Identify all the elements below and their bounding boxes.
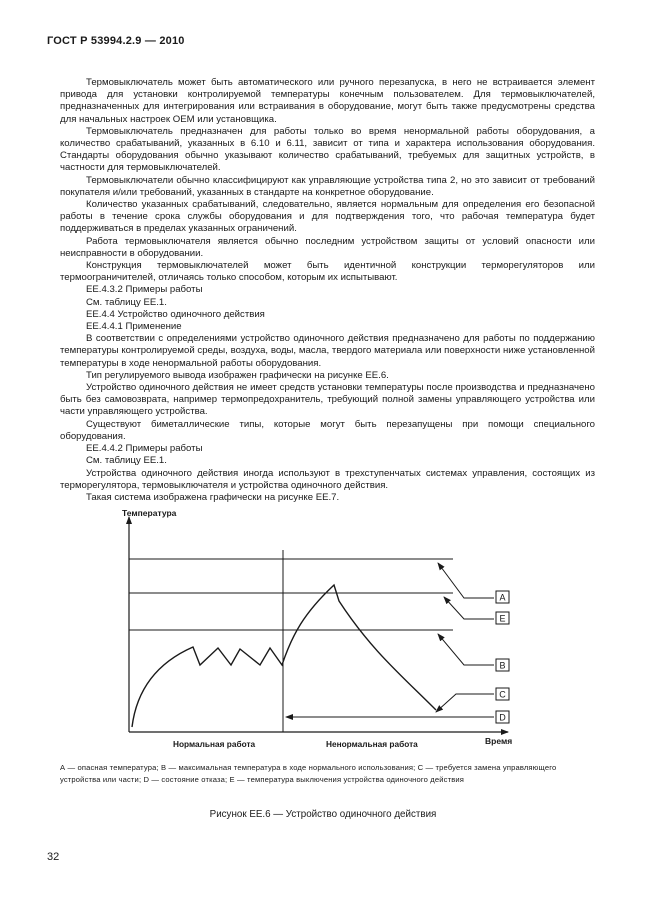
marker-d <box>496 711 509 723</box>
leader-c <box>436 694 494 712</box>
paragraph: Термовыключатели обычно классифицируют как управляющие устройства типа 2, но это зависит от требований покупателя и/или требований, указанных в стандарте на конкретное оборудование. <box>60 174 595 198</box>
marker-a <box>496 591 509 603</box>
document-header: ГОСТ Р 53994.2.9 — 2010 <box>47 35 185 47</box>
leader-b <box>438 634 494 665</box>
paragraph: См. таблицу ЕЕ.1. <box>86 296 167 308</box>
paragraph: Устройство одиночного действия не имеет средств установки температуры после производства и предназначено быть без самовозврата, например термопредохранитель, требующий полной замены управляющего устройства или части управляющего устройства. <box>60 382 595 418</box>
marker-a-label: A <box>499 592 506 603</box>
body-text <box>60 77 595 504</box>
figure-legend: А — опасная температура; В — максимальная температура в ходе нормального использования; С — требуется замена управляющего устройства или части; D — состояние отказа; Е — температура выключения устройства одиночного действия <box>60 763 557 784</box>
x-axis-label: Время <box>485 736 513 746</box>
section-heading: ЕЕ.4.4.2 Примеры работы <box>86 443 203 455</box>
y-axis-label: Температура <box>122 508 177 518</box>
marker-e-label: E <box>499 613 506 624</box>
marker-b-label: B <box>499 660 506 671</box>
paragraph: Тип регулируемого вывода изображен графически на рисунке ЕЕ.6. <box>86 369 389 381</box>
section-heading: ЕЕ.4.3.2 Примеры работы <box>86 284 203 296</box>
paragraph: Конструкция термовыключателей может быть идентичной конструкции терморегуляторов или термоограничителей, отличаясь только способом, которым их испытывают. <box>60 260 595 284</box>
page-number: 32 <box>47 851 60 863</box>
marker-c <box>496 688 509 700</box>
temperature-curve <box>132 585 436 727</box>
marker-d-label: D <box>499 712 506 723</box>
paragraph: Существуют биметаллические типы, которые могут быть перезапущены при помощи специального оборудования. <box>60 418 595 442</box>
paragraph: Термовыключатель предназначен для работы только во время ненормальной работы оборудования, а количество срабатываний, указанных в 6.10 и 6.11, зависит от типа и характера использования оборудования. Стандарты оборудования обычно указывают количество срабатываний, требуемых для защитных устройств, в частности для термовыключателей. <box>60 125 595 174</box>
paragraph: Работа термовыключателя является обычно последним устройством защиты от условий опасности или неисправности в оборудовании. <box>60 235 595 259</box>
section-heading: ЕЕ.4.4.1 Применение <box>86 321 182 333</box>
marker-b <box>496 659 509 671</box>
marker-c-label: C <box>499 689 506 700</box>
marker-e <box>496 612 509 624</box>
figure-caption: Рисунок ЕЕ.6 — Устройство одиночного действия <box>209 809 437 820</box>
normal-operation-label: Нормальная работа <box>173 739 256 749</box>
abnormal-operation-label: Ненормальная работа <box>326 739 418 749</box>
temperature-time-diagram <box>96 505 556 755</box>
paragraph: Устройства одиночного действия иногда используют в трехступенчатых системах управления, состоящих из терморегулятора, термовыключателя и устройства одиночного действия. <box>60 467 595 491</box>
paragraph: В соответствии с определениями устройство одиночного действия предназначено для работы по поддержанию температуры контролируемой среды, воздуха, воды, масла, твердого материала или поверхности ниже установленной температуры в ходе ненормальной работы оборудования. <box>60 333 595 369</box>
paragraph: Термовыключатель может быть автоматического или ручного перезапуска, в него не встраивается элемент привода для установки контролируемой температуры конечным пользователем. Для термовыключателей, предназначенных для интегрирования или встраивания в оборудование, могут быть также предусмотрены средства для начальных настроек ОЕМ или установщика. <box>60 77 595 125</box>
section-heading: ЕЕ.4.4 Устройство одиночного действия <box>86 308 265 320</box>
paragraph: См. таблицу ЕЕ.1. <box>86 455 167 467</box>
figure-ee6 <box>96 505 556 755</box>
paragraph: Такая система изображена графически на рисунке ЕЕ.7. <box>86 491 340 503</box>
leader-e <box>444 597 494 619</box>
paragraph: Количество указанных срабатываний, следовательно, является нормальным для определения его безопасной работы в течение срока службы оборудования и для подтверждения того, что рабочая температура будет поддерживаться в пределах указанных ограничений. <box>60 199 595 235</box>
